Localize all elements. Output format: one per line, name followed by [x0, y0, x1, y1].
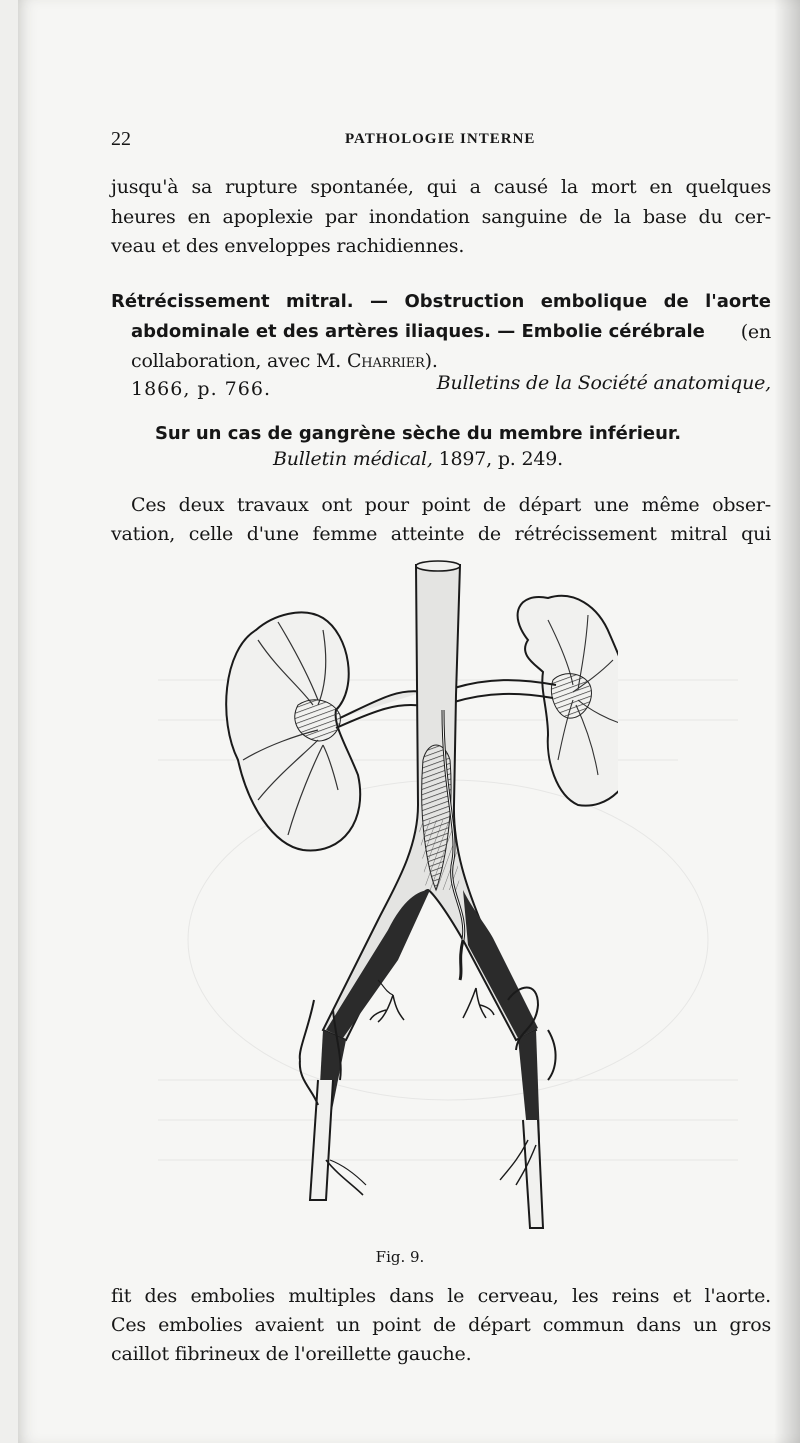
paragraph-line: veau et des enveloppes rachidiennes.: [111, 235, 465, 257]
running-title: PATHOLOGIE INTERNE: [345, 131, 536, 147]
reference-pages: 1866, p. 766.: [131, 378, 271, 400]
paragraph-line: fit des embolies multiples dans le cerveau, les reins et l'aorte.: [111, 1285, 771, 1307]
reference-citation: collaboration, avec M. Charrier). Bulletins de la Société anatomique,: [131, 350, 771, 394]
paragraph-line: vation, celle d'une femme atteinte de rétrécissement mitral qui: [111, 523, 771, 545]
reference-title-cont: abdominale et des artères iliaques. — Embolie cérébrale (en: [131, 321, 771, 343]
reference-citation: Bulletin médical, 1897, p. 249.: [272, 448, 563, 470]
page-number: 22: [111, 128, 131, 150]
book-page: [18, 0, 800, 1443]
paragraph-line: caillot fibrineux de l'oreillette gauche.: [111, 1343, 472, 1365]
paragraph-line: Ces embolies avaient un point de départ commun dans un gros: [111, 1314, 771, 1336]
left-kidney: [226, 612, 360, 850]
figure-caption: Fig. 9.: [375, 1248, 425, 1266]
figure-illustration: [218, 560, 618, 1240]
paragraph-line: heures en apoplexie par inondation sanguine de la base du cer-: [111, 206, 771, 228]
right-kidney: [518, 596, 618, 806]
reference-title: Rétrécissement mitral. — Obstruction embolique de l'aorte: [111, 291, 771, 312]
paragraph-line: jusqu'à sa rupture spontanée, qui a causé la mort en quelques: [111, 176, 771, 198]
reference-title: Sur un cas de gangrène sèche du membre inférieur.: [154, 423, 682, 444]
paragraph-line: Ces deux travaux ont pour point de départ une même obser-: [131, 494, 771, 516]
